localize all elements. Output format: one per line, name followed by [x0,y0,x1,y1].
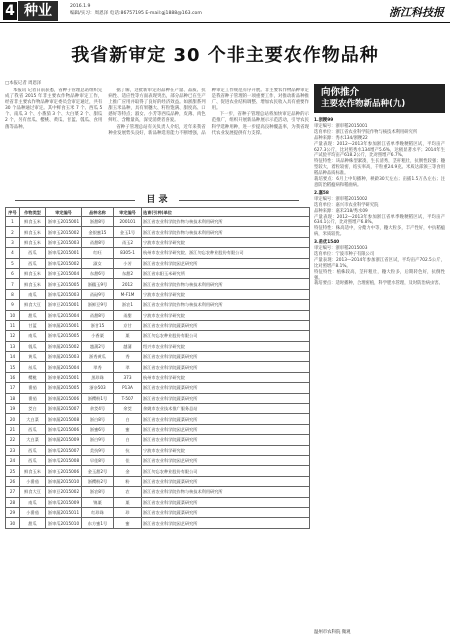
table-cell: 东甜2 [114,268,142,278]
table-row [6,362,310,372]
table-cell: 红珍珠 [82,507,114,517]
variety-detail: 特征特性：植株较高，茎秆粗壮，穗大粒多，后期转色好，抗倒性强。 [314,269,445,281]
table-cell: 浙江省农业科学院蔬菜研究所 [142,507,310,517]
table-cell: 鲜食玉米 [20,217,46,227]
byline: □本报记者 周恩泽 [5,81,42,86]
table-row [6,393,310,403]
table-cell: 浙江省农业科学院作物与核技术利用研究所 [142,227,310,237]
table-cell: 淑女 [82,258,114,268]
table-cell: 浙江省农业科学院作物与核技术利用研究所 [142,279,310,289]
article-paragraph: 下一步，省种子管理总站将加快审定品种的示范推广，组织开展新品种展示示范活动，引导农民科学选种用种，进一步提高良种覆盖率，为我省现代农业发展提供有力支撑。 [211,112,309,136]
table-title-bar [5,195,309,205]
table-cell: 余姚市农业技术推广服务总站 [142,404,310,414]
table-cell: 小芳 [114,258,142,268]
table-cell: 杭州市农业科学研究院、浙江勿忘农种业股份有限公司 [142,248,310,258]
table-cell: 浙农8号 [82,487,114,497]
article-paragraph: 据了解，这批新审定的品种在产量、品质、抗病性、适应性等方面表现突出，部分品种已在生产上推广应用并取得了良好的经济效益。如浙甜系列甜玉米品种，具有果穗大、籽粒饱满、甜度高、口感好等特点；淑女、小芳等西瓜品种，皮薄、肉色鲜红、含糖量高，深受消费者喜爱。 [108,88,206,124]
variety-detail: 产量表现：2013—2014年参加浙江省区试，平均亩产702.5公斤，比对照增产8.1%。 [314,257,445,269]
table-cell: 浙江省农业科学院园艺研究所 [142,455,310,465]
table-cell: 西瓜 [20,258,46,268]
table-cell: 18 [6,393,20,403]
issue-date: 2016.1.9 [70,4,91,9]
footer-ad: 温州市农科院 微观 [314,630,351,635]
table-cell: 浙江省农业科学院作物与核技术利用研究所 [142,217,310,227]
table-cell: 浙江省农业科学院蔬菜研究所 [142,362,310,372]
table-cell: 小番茄 [20,507,46,517]
variety-detail: 审定编号：浙审稻2015001 [314,123,368,129]
variety-detail: 审定编号：浙审稻2015003 [314,246,368,252]
table-cell: 鲜食大豆 [20,487,46,497]
table-row [6,383,310,393]
variety-detail: 品种来源：嘉禾218/秀水09 [314,208,368,214]
table-cell: 16 [6,372,20,382]
table-cell: 浙审瓜2015001 [46,248,82,258]
variety-detail: 选育单位：浙江省农业科学院作物与核技术利用研究所 [314,129,418,135]
table-cell: 5 [6,258,20,268]
table-cell: 甜瓜 [20,310,46,320]
table-row [6,300,310,310]
page-header [0,0,450,24]
table-cell: 余茭4号 [82,404,114,414]
table-row [6,331,310,341]
col-header: 审定编号 [114,208,142,217]
table-cell: 蜜 [114,424,142,434]
header-meta [70,3,202,17]
table-cell: 东甜6号 [82,268,114,278]
table-cell: 浙审蔬2015011 [46,507,82,517]
table-cell: 浙审蔬2015010 [46,476,82,486]
table-row [6,227,310,237]
variety-detail: 特征特性：该品种株型紧凑，生长清秀，茎秆粗壮，抗倒性较强；穗型较大，着粒较密，结实率高，千粒重24.9克。米质达部颁三等食用稻品种品质标准。 [314,159,445,177]
table-cell: 29 [6,507,20,517]
table-cell: 大白菜 [20,435,46,445]
table-cell: 浙审蔬2015003 [46,352,82,362]
table-cell: 小香栗 [82,331,114,341]
table-cell: 宁波市农业科学研究院 [142,445,310,455]
phone-number: 电话:86757195 [109,11,144,16]
table-title: 目 录 [146,195,168,205]
table-cell: 17 [6,383,20,393]
table-cell: 金银蜜15 [82,227,114,237]
table-cell: 越蒲2号 [82,341,114,351]
table-row [6,414,310,424]
table-row [6,341,310,351]
table-cell: 浙审豆2015002 [46,487,82,497]
table-cell: 南瓜 [20,289,46,299]
table-cell: 黄瓜 [20,352,46,362]
col-header: 选育(引种)单位 [142,208,310,217]
article-paragraph: 省种子管理总站有关负责人介绍，近年来我省种业发展势头良好，新品种选育能力不断增强，品种审定工作规范有序开展。非主要农作物品种审定是我省种子管理的一项重要工作，对推动新品种推广、促进农业结构调整、增加农民收入具有重要作用。 [108,88,309,136]
table-cell: 浙江省农业科学院蔬菜研究所 [142,497,310,507]
table-cell: 绍兴市农业科学研究院 [142,341,310,351]
table-cell: 甬甜8号 [82,237,114,247]
table-cell: 宁波市农业科学研究院 [142,237,310,247]
table-cell: 锦栗 [82,497,114,507]
title-rule-right [179,200,299,201]
variety-detail: 选育单位：宁波市种子有限公司 [314,251,375,257]
table-cell: 越蒲 [114,341,142,351]
table-cell: 浙蜜6号 [82,424,114,434]
table-cell: 浙江省农业科学院园艺研究所 [142,424,310,434]
title-rule-left [15,200,135,201]
table-cell: 1 [6,217,20,227]
table-cell: 浙江省农业科学院园艺研究所 [142,258,310,268]
table-row [6,497,310,507]
table-cell: 24 [6,455,20,465]
table-cell: 浙江勿忘农种业股份有限公司 [142,466,310,476]
table-cell: 浙江省农业科学院作物与核技术利用研究所 [142,487,310,497]
col-header: 序号 [6,208,20,217]
table-cell: 浙江省农业科学院蔬菜研究所 [142,393,310,403]
table-cell: 京甘 [114,320,142,330]
variety-detail: 产量表现：2012—2013年参加浙江省单季晚粳稻区试，平均亩产627.3公斤，比对照秀水134增产5.6%，达极显著水平；2014年生产试验平均亩产618.2公斤，比对照增产6.7%。 [314,141,445,159]
table-cell: 浙江勿忘农种业股份有限公司 [142,331,310,341]
table-cell: 3 [6,237,20,247]
table-cell: 农 [114,487,142,497]
table-cell: T-507 [114,393,142,403]
table-cell: 浙杂503 [82,383,114,393]
table-cell: 浙审蔬2015008 [46,414,82,424]
table-row [6,237,310,247]
table-cell: 浙审瓜2015008 [46,455,82,465]
table-row [6,507,310,517]
table-cell: 金 [114,466,142,476]
table-cell: 浙审玉2015005 [46,279,82,289]
table-cell: 鲜食玉米 [20,227,46,237]
table-row [6,279,310,289]
table-cell: 浙江省农业科学院蔬菜研究所 [142,414,310,424]
table-cell: 21 [6,424,20,434]
table-cell: 南瓜 [20,497,46,507]
table-cell: 翠秀 [82,362,114,372]
table-cell: 200101 [114,217,142,227]
table-cell: 浙糯玉9号 [82,279,114,289]
table-cell: 22 [6,435,20,445]
table-cell: 浙江省农业科学院园艺研究所 [142,518,310,528]
table-cell: 东方蜜1号 [82,518,114,528]
table-cell: 15 [6,362,20,372]
table-cell: 浙审瓜2015003 [46,289,82,299]
table-cell: 浙樱粉1号 [82,393,114,403]
table-row [6,404,310,414]
table-cell: 金玉1号 [114,227,142,237]
table-cell: 宁波市农业科学研究院 [142,289,310,299]
table-cell: 浙审瓜2015005 [46,331,82,341]
table-cell: 浙审豆2015001 [46,300,82,310]
table-cell: 丝瓜 [20,362,46,372]
table-cell: 栗 [114,497,142,507]
table-cell: 浙江省农业科学院蔬菜研究所 [142,435,310,445]
table-cell: 美抗9号 [82,445,114,455]
table-cell: 南瓜 [20,331,46,341]
table-cell: 2012 [114,279,142,289]
editor-credit: 编辑/实习：周恩泽 [70,11,109,16]
sidebar-body [314,118,445,287]
table-cell: 浙审瓜2015002 [46,258,82,268]
table-cell: 金玉甜2号 [82,466,114,476]
table-cell: 8 [6,289,20,299]
table-cell: 浙江省农业科学院蔬菜研究所 [142,383,310,393]
table-cell: 20 [6,414,20,424]
table-row [6,217,310,227]
table-cell: 浙江省农业科学院作物与核技术利用研究所 [142,300,310,310]
table-cell: 6 [6,268,20,278]
table-cell: 23 [6,445,20,455]
table-cell: 浙审蔬2015005 [46,383,82,393]
section-label: 种业 [18,1,58,21]
table-cell: 余茭 [114,404,142,414]
table-cell: 抗 [114,445,142,455]
table-cell: 13 [6,341,20,351]
email-address: E-mail:gj1888@163.com [145,11,202,16]
table-cell: 浙审玉2015001 [46,217,82,227]
table-cell: 翠 [114,362,142,372]
table-cell: 25 [6,466,20,476]
table-cell: 9 [6,300,20,310]
table-cell: 甬甜8号 [82,310,114,320]
table-cell: 小番茄 [20,476,46,486]
table-cell: P13A [114,383,142,393]
table-cell: 粉 [114,476,142,486]
table-cell: 浙审玉2015003 [46,237,82,247]
variety-name: 3.甬优1540 [314,240,340,246]
table-cell: 28 [6,497,20,507]
header-rule [0,22,450,23]
variety-detail: 栽培要点：适时播种，合理密植，科学肥水管理，及时防治病虫害。 [314,281,443,287]
variety-detail: 栽培要点：6月上中旬播种，秧龄30天左右；亩插1.5万丛左右；注意防治稻瘟病和稻曲病。 [314,177,445,188]
table-cell: 10 [6,310,20,320]
sidebar-title-line1: 向你推介 [321,87,360,98]
table-cell: 甬玉2 [114,237,142,247]
table-cell: 早佳8号 [82,455,114,465]
table-cell: 宁波市农业科学研究院 [142,310,310,320]
col-header: 审定编号 [46,208,82,217]
table-cell: 鲜食玉米 [20,279,46,289]
variety-detail: 品种来源：秀水134/浙粳22 [314,135,368,141]
variety-name: 2.嘉58 [314,190,329,196]
table-cell: 浙审玉2015002 [46,227,82,237]
table-cell: 浙审玉2015004 [46,268,82,278]
table-row [6,248,310,258]
table-cell: 白 [114,435,142,445]
variety-detail: 选育单位：嘉兴市农业科学研究院 [314,202,379,208]
table-cell: 浙江省农业科学院蔬菜研究所 [142,476,310,486]
table-cell: 浙审瓜2015006 [46,424,82,434]
table-cell: 浙白9号 [82,435,114,445]
table-cell: 佳 [114,455,142,465]
table-cell: 番茄 [20,383,46,393]
table-cell: 浙白8号 [82,414,114,424]
table-cell: 14 [6,352,20,362]
table-row [6,466,310,476]
page-number: 4 [3,2,17,20]
table-row [6,258,310,268]
sidebar-title [314,84,445,113]
table-cell: 浙审蔬2015001 [46,320,82,330]
table-cell: 8305-1 [114,248,142,258]
table-row [6,487,310,497]
col-header: 作物类型 [20,208,46,217]
table-row [6,476,310,486]
table-cell: 红旺 [82,248,114,258]
table-cell: 浙审瓜2015004 [46,310,82,320]
variety-detail: 特征特性：株高适中，分蘖力中等，穗大粒多，丰产性好，中抗稻瘟病，米质较优。 [314,226,445,238]
table-cell: 西瓜 [20,445,46,455]
table-cell: 浙审蔬2015007 [46,404,82,414]
table-row [6,320,310,330]
table-cell: 鲜食玉米 [20,268,46,278]
table-row [6,310,310,320]
table-cell: 甘蓝 [20,320,46,330]
table-cell: 西瓜 [20,248,46,258]
headline: 我省新审定 30 个非主要农作物品种 [71,45,379,66]
table-cell: 秀 [114,352,142,362]
variety-detail: 审定编号：浙审稻2015002 [314,196,368,202]
table-row [6,424,310,434]
table-cell: 浙审蔬2015006 [46,393,82,403]
table-cell: 蜜 [114,518,142,528]
table-cell: 甜瓜 [20,518,46,528]
table-cell: 番茄 [20,393,46,403]
table-cell: 栗 [114,331,142,341]
varieties-table [5,207,310,529]
table-cell: 白 [114,414,142,424]
table-cell: 樱桃 [20,372,46,382]
table-cell: 鲜食玉米 [20,466,46,476]
table-header-row [6,208,310,217]
table-cell: 11 [6,320,20,330]
table-cell: 7 [6,279,20,289]
table-cell: 27 [6,487,20,497]
table-cell: 浙审瓜2015007 [46,445,82,455]
table-cell: 甬砧9号 [82,289,114,299]
table-cell: 浙江省农业科学院蔬菜研究所 [142,352,310,362]
table-row [6,435,310,445]
table-cell: 大白菜 [20,414,46,424]
table-cell: 浙樱粉2号 [82,476,114,486]
table-row [6,372,310,382]
table-cell: 瓠瓜 [20,341,46,351]
table-row [6,289,310,299]
article-body [5,88,309,186]
table-cell: 浙审瓜2015010 [46,518,82,528]
table-cell: 西瓜 [20,455,46,465]
table-cell: 浙江省农业科学院蔬菜研究所 [142,320,310,330]
variety-name: 1.浙粳99 [314,118,334,123]
table-row [6,445,310,455]
table-cell: 19 [6,404,20,414]
table-cell: 12 [6,331,20,341]
table-cell: 鲜食大豆 [20,300,46,310]
sidebar-recommendation [314,84,445,636]
table-cell: 373 [114,372,142,382]
table-row [6,268,310,278]
table-cell: 浙甜8号 [82,217,114,227]
table-cell: 浙鲜豆9号 [82,300,114,310]
table-cell: 茭白 [20,404,46,414]
table-cell: 浙审蔬2015004 [46,362,82,372]
table-cell: 浙农1 [114,300,142,310]
table-cell: 鲜食玉米 [20,237,46,247]
table-cell: 西瓜 [20,424,46,434]
article-paragraph: 本报讯 记者日前获悉，省种子管理总站组织完成了我省 2015 年非主要农作物品种审定工作，经省非主要农作物品种审定委员会审定通过，共有 30 个品种通过审定。其中鲜食玉米 7 个、西瓜 5 个、南瓜 3 个、小番茄 3 个、大白菜 2 个、甜瓜 2 个，另有丝瓜、樱桃、黄瓜、甘蓝、瓠瓜、食用菌等品种。 [5,88,103,130]
table-cell: 浙审果2015001 [46,372,82,382]
table-cell: 珍 [114,507,142,517]
table-row [6,352,310,362]
table-cell: 黑珍珠 [82,372,114,382]
table-cell: 浙审蔬2015002 [46,341,82,351]
table-cell: 浙江省东阳玉米研究所 [142,268,310,278]
table-cell: 杭州市农业科学研究院 [142,372,310,382]
table-cell: 2 [6,227,20,237]
table-cell: 浙审蔬2015009 [46,435,82,445]
col-header: 品种名称 [82,208,114,217]
table-cell: 26 [6,476,20,486]
table-cell: M-F1M [114,289,142,299]
table-cell: 浙甘15 [82,320,114,330]
table-cell: 甬甜 [114,310,142,320]
table-cell: 浙审瓜2015009 [46,497,82,507]
table-row [6,455,310,465]
table-row [6,518,310,528]
table-cell: 30 [6,518,20,528]
variety-detail: 产量表现：2012—2013年参加浙江省单季晚粳稻区试，平均亩产634.1公斤，比对照增产6.8%。 [314,214,445,226]
table-cell: 浙审玉2015006 [46,466,82,476]
table-cell: 4 [6,248,20,258]
table-cell: 浙秀黄瓜 [82,352,114,362]
sidebar-title-line2: 主要农作物新品种(九) [321,99,406,109]
newspaper-name: 浙江科技报 [389,6,444,19]
